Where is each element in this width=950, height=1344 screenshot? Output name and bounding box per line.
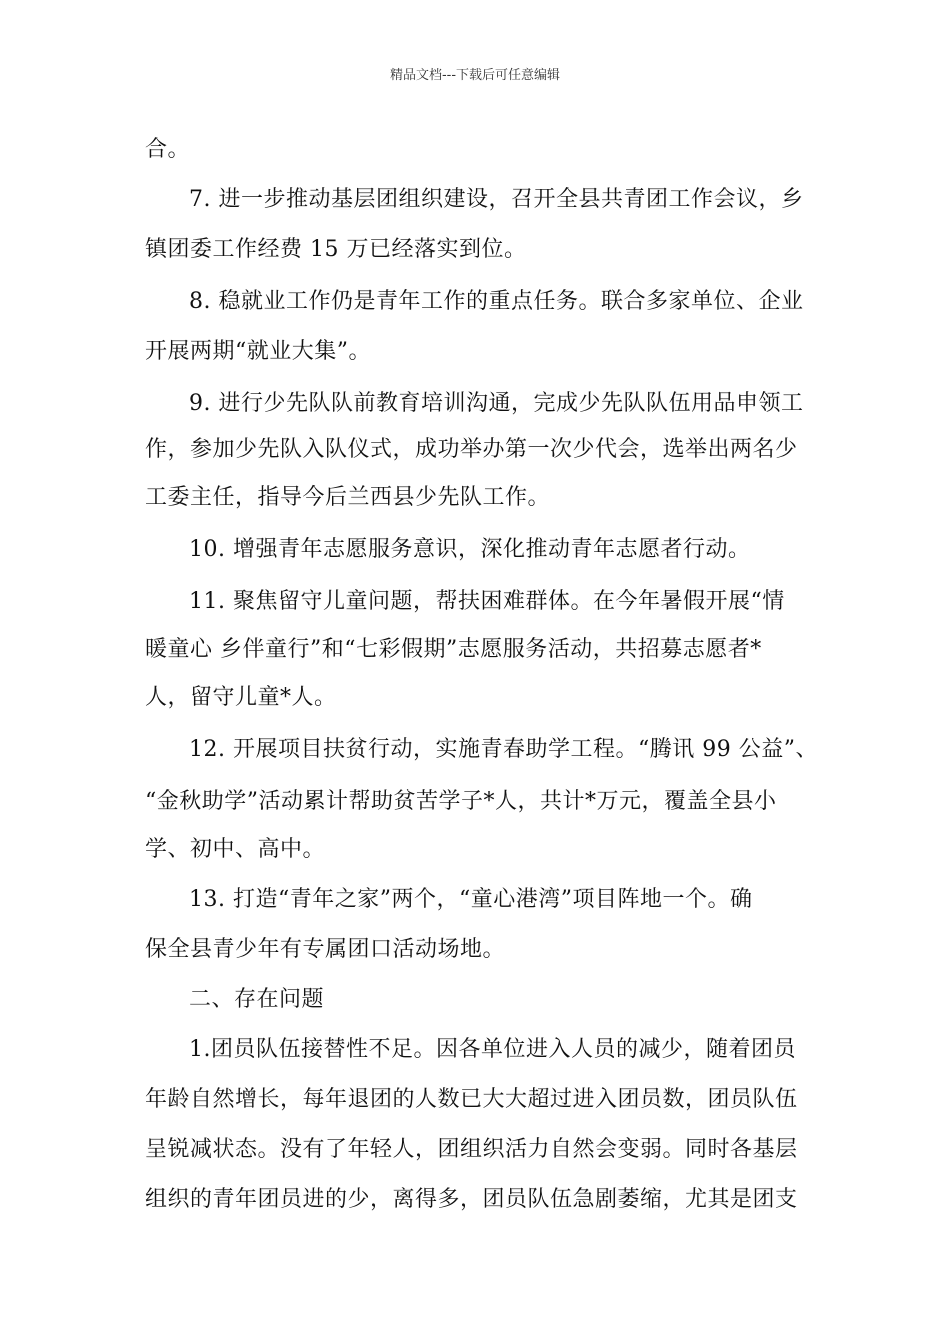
text-line: 开展两期“就业大集”。	[145, 339, 371, 364]
text-line: 9. 进行少先队队前教育培训沟通，完成少先队队伍用品申领工	[189, 391, 804, 416]
text-line: 暖童心 乡伴童行”和“七彩假期”志愿服务活动，共招募志愿者*	[145, 637, 762, 662]
text-line: 年龄自然增长，每年退团的人数已大大超过进入团员数，团员队伍	[145, 1087, 798, 1112]
text-line: 保全县青少年有专属团口活动场地。	[145, 937, 506, 962]
text-line: 1.团员队伍接替性不足。因各单位进入人员的减少，随着团员	[189, 1037, 796, 1062]
text-line: 镇团委工作经费 15 万已经落实到位。	[145, 237, 527, 262]
text-line: 人，留守儿童*人。	[145, 685, 337, 710]
text-line: 工委主任，指导今后兰西县少先队工作。	[145, 485, 551, 510]
text-line: 学、初中、高中。	[145, 837, 326, 862]
text-line: 11. 聚焦留守儿童问题，帮扶困难群体。在今年暑假开展“情	[189, 589, 785, 614]
text-line: 13. 打造“青年之家”两个，“童心港湾”项目阵地一个。确	[189, 887, 753, 912]
text-line: 10. 增强青年志愿服务意识，深化推动青年志愿者行动。	[189, 537, 751, 562]
section-heading: 二、存在问题	[189, 987, 325, 1012]
text-line: 12. 开展项目扶贫行动，实施青春助学工程。“腾讯 99 公益”、	[189, 737, 818, 762]
text-line: 作，参加少先队入队仪式，成功举办第一次少代会，选举出两名少	[145, 437, 798, 462]
text-line: 组织的青年团员进的少，离得多，团员队伍急剧萎缩，尤其是团支	[145, 1187, 798, 1212]
page-header: 精品文档---下载后可任意编辑	[389, 68, 561, 83]
text-line: 合。	[145, 137, 191, 162]
text-line: 呈锐减状态。没有了年轻人，团组织活力自然会变弱。同时各基层	[145, 1137, 798, 1162]
text-line: 7. 进一步推动基层团组织建设，召开全县共青团工作会议，乡	[189, 187, 804, 212]
text-line: 8. 稳就业工作仍是青年工作的重点任务。联合多家单位、企业	[189, 289, 804, 314]
text-line: “金秋助学”活动累计帮助贫苦学子*人，共计*万元，覆盖全县小	[145, 789, 777, 814]
